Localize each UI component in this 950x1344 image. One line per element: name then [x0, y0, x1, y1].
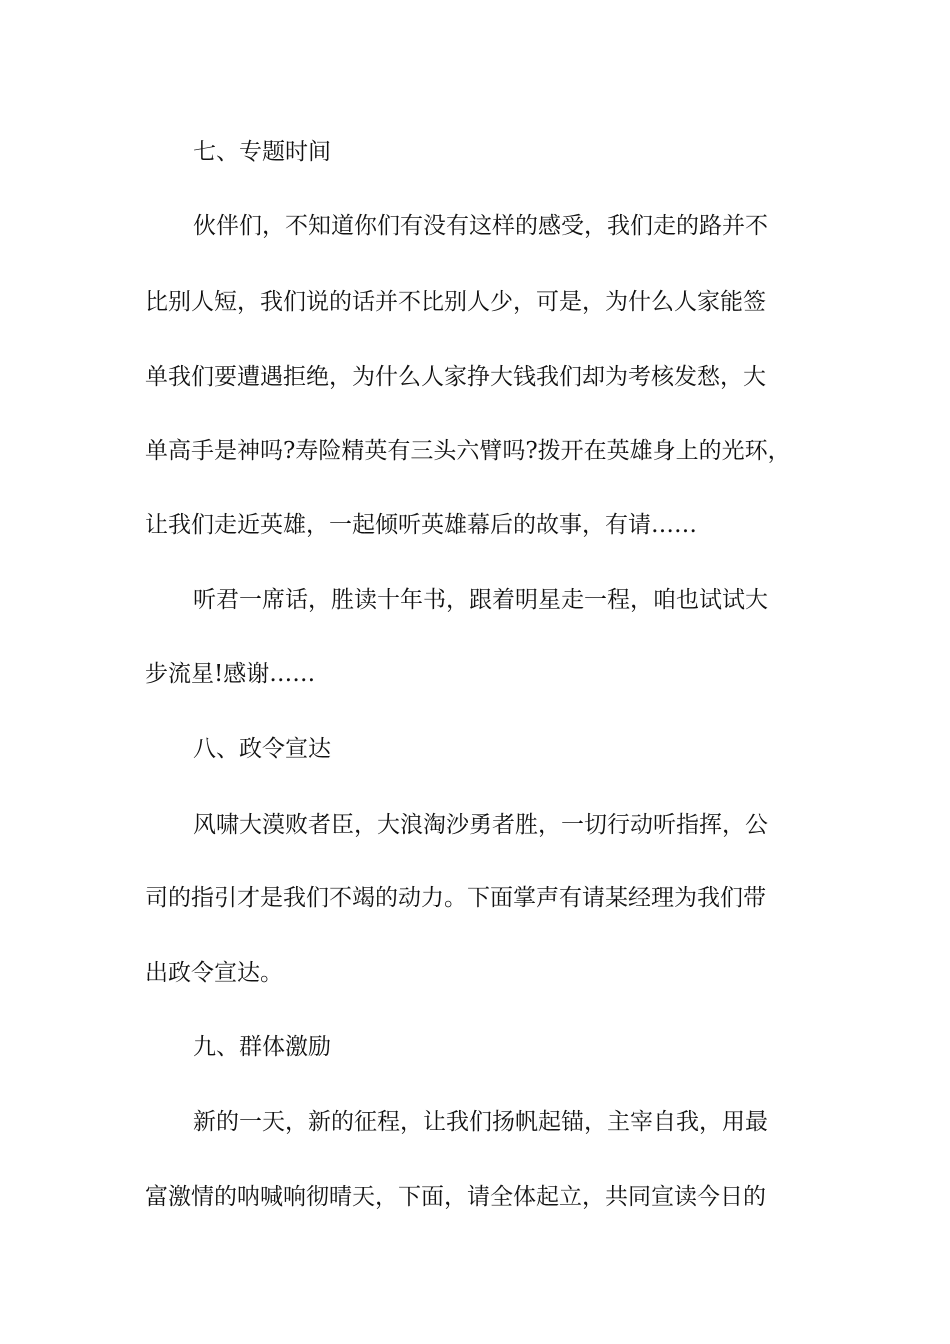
section-heading-9: 九、群体激励	[193, 1034, 331, 1060]
paragraph-line: 比别人短，我们说的话并不比别人少，可是，为什么人家能签	[145, 289, 766, 315]
paragraph-line: 富激情的呐喊响彻晴天，下面，请全体起立，共同宣读今日的	[145, 1184, 766, 1210]
paragraph-line: 新的一天，新的征程，让我们扬帆起锚，主宰自我，用最	[193, 1109, 768, 1135]
paragraph-line: 单我们要遭遇拒绝，为什么人家挣大钱我们却为考核发愁，大	[145, 364, 766, 390]
section-heading-8: 八、政令宣达	[193, 736, 331, 762]
paragraph-line: 单高手是神吗?寿险精英有三头六臂吗?拨开在英雄身上的光环，	[145, 438, 791, 464]
paragraph-line: 司的指引才是我们不竭的动力。下面掌声有请某经理为我们带	[145, 885, 766, 911]
paragraph-line: 让我们走近英雄，一起倾听英雄幕后的故事，有请……	[145, 512, 697, 538]
paragraph-line: 风啸大漠败者臣，大浪淘沙勇者胜，一切行动听指挥，公	[193, 812, 768, 838]
paragraph-line: 出政令宣达。	[145, 960, 283, 986]
paragraph-line: 步流星!感谢……	[145, 661, 316, 687]
section-heading-7: 七、专题时间	[193, 139, 331, 165]
paragraph-line: 伙伴们，不知道你们有没有这样的感受，我们走的路并不	[193, 213, 768, 239]
paragraph-line: 听君一席话，胜读十年书，跟着明星走一程，咱也试试大	[193, 587, 768, 613]
